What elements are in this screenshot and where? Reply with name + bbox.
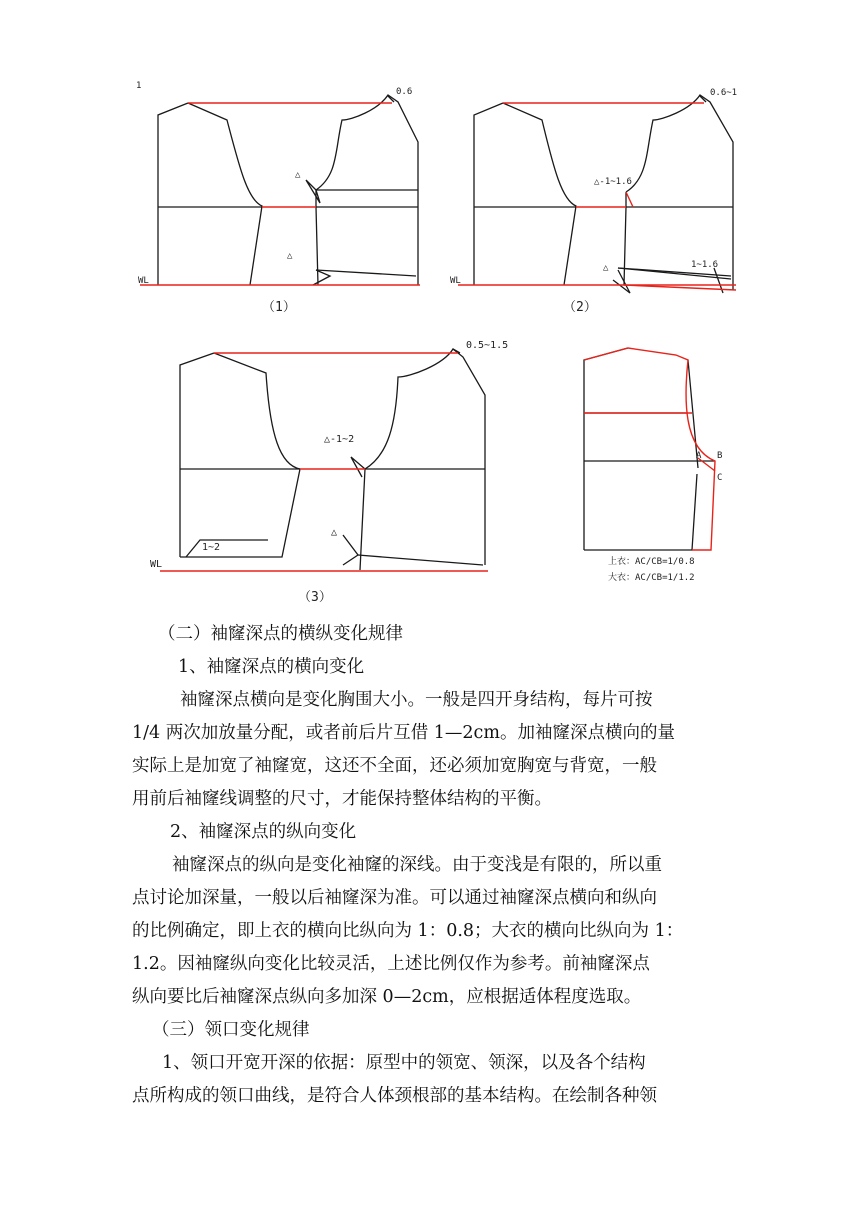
paragraph-line: 的比例确定，即上衣的横向比纵向为 1：0.8；大衣的横向比纵向为 1： [132, 921, 684, 941]
paragraph-line: 1.2。因袖窿纵向变化比较灵活，上述比例仅作为参考。前袖窿深点 [132, 954, 650, 974]
fig1-label-top: 0.6 [396, 87, 413, 97]
paragraph-line: 点所构成的领口曲线，是符合人体颈根部的基本结构。在绘制各种领 [132, 1086, 657, 1106]
paragraph-line: 1、领口开宽开深的依据：原型中的领宽、领深，以及各个结构 [162, 1053, 646, 1073]
fig3-label-mid: △-1~2 [324, 434, 355, 445]
fig2-caption: （2） [563, 300, 597, 315]
fig2-label-mid: △-1~1.6 [594, 177, 632, 187]
fig4-note-1: 上衣：AC/CB=1/0.8 [608, 557, 695, 567]
fig3-label-wl: WL [150, 559, 163, 570]
paragraph-line: 实际上是加宽了袖窿宽，这还不全面，还必须加宽胸宽与背宽，一般 [132, 756, 657, 776]
fig4-label-c: C [717, 473, 723, 483]
fig1-caption: （1） [262, 300, 296, 315]
section-heading-3: （三）领口变化规律 [152, 1020, 310, 1040]
pattern-figure-1 [130, 80, 430, 295]
subheading-horizontal: 1、袖窿深点的横向变化 [178, 657, 365, 677]
fig1-label-wl: WL [138, 276, 149, 286]
fig3-caption: （3） [298, 590, 332, 605]
paragraph-line: 点讨论加深量，一般以后袖窿深为准。可以通过袖窿深点横向和纵向 [132, 888, 657, 908]
fig2-label-wl: WL [450, 276, 461, 286]
pattern-figure-4 [580, 338, 740, 588]
fig2-label-low: 1~1.6 [691, 260, 719, 270]
paragraph-line: 1/4 两次加放量分配，或者前后片互借 1—2cm。加袖窿深点横向的量 [132, 723, 675, 743]
fig2-label-top: 0.6~1 [710, 88, 738, 98]
fig1-corner-mark: 1 [136, 81, 142, 91]
fig4-label-b: B [717, 451, 723, 461]
paragraph-horizontal [132, 684, 732, 816]
paragraph-neckline [132, 1047, 732, 1113]
fig4-label-a: A [696, 451, 702, 461]
fig3-triangle-mark: △ [331, 527, 338, 538]
paragraph-vertical [132, 849, 732, 1014]
pattern-figure-2 [448, 80, 758, 295]
paragraph-line: 袖窿深点的纵向是变化袖窿的深线。由于变浅是有限的，所以重 [172, 855, 662, 875]
fig1-triangle-mark: △ [295, 170, 301, 180]
paragraph-line: 纵向要比后袖窿深点纵向多加深 0—2cm，应根据适体程度选取。 [132, 987, 642, 1007]
section-heading-2: （二）袖窿深点的横纵变化规律 [158, 624, 403, 644]
pattern-figure-3 [148, 335, 509, 575]
subheading-vertical: 2、袖窿深点的纵向变化 [170, 822, 357, 842]
fig3-label-top: 0.5~1.5 [466, 340, 509, 351]
fig2-triangle-mark: △ [603, 263, 609, 273]
fig4-note-2: 大衣：AC/CB=1/1.2 [608, 573, 695, 583]
paragraph-line: 袖窿深点横向是变化胸围大小。一般是四开身结构，每片可按 [180, 690, 653, 710]
fig3-label-low: 1~2 [202, 542, 221, 553]
paragraph-line: 用前后袖窿线调整的尺寸，才能保持整体结构的平衡。 [132, 789, 552, 809]
fig1-triangle-mark-2: △ [287, 251, 293, 261]
